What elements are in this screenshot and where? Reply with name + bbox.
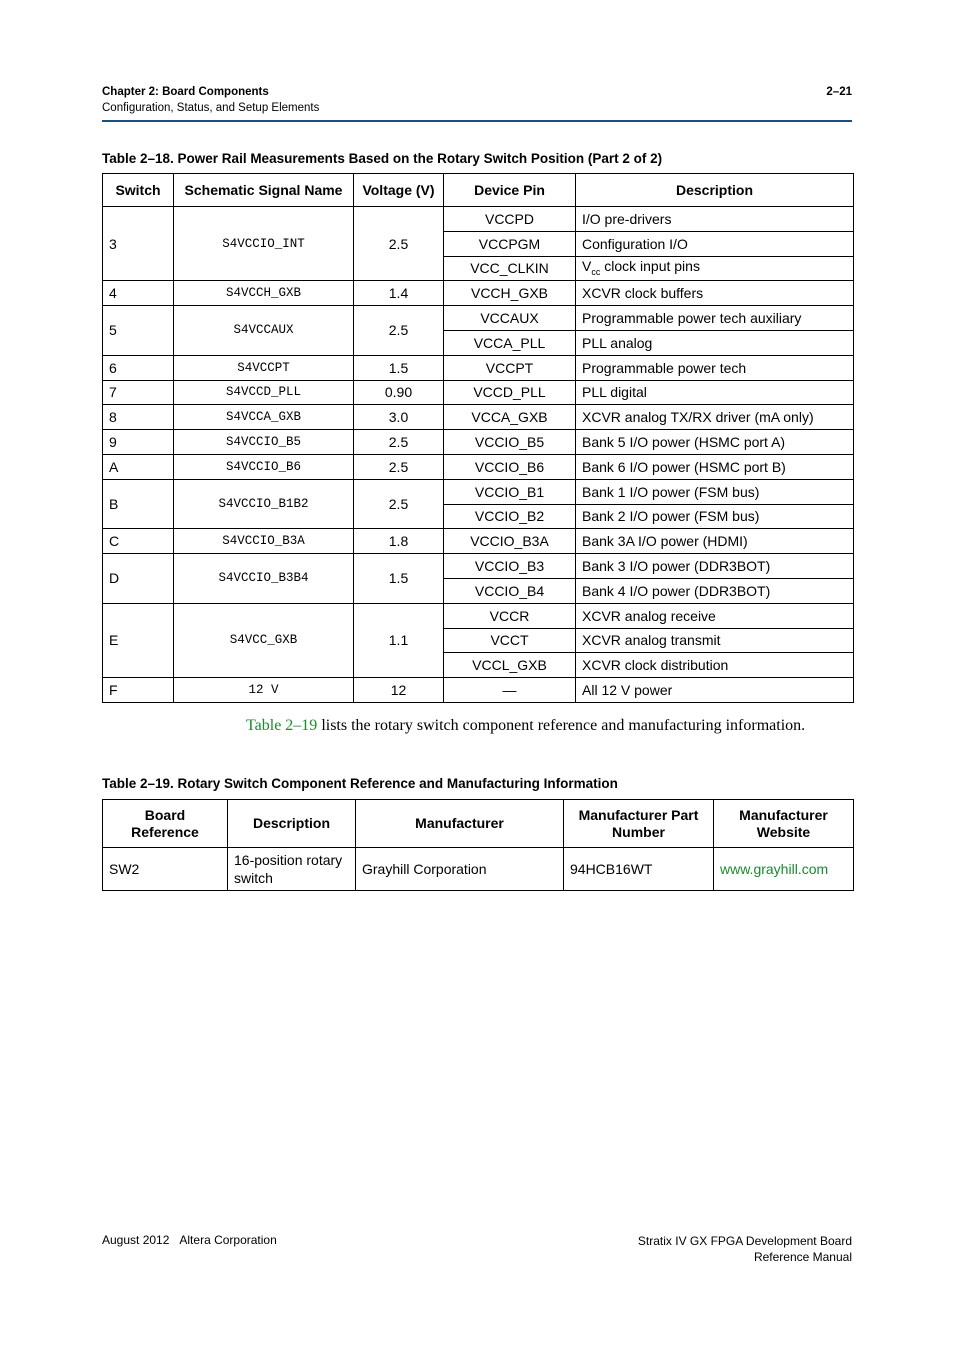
column-header: Device Pin bbox=[444, 174, 576, 207]
device-pin-cell: VCCPD bbox=[444, 207, 576, 232]
switch-cell: F bbox=[103, 678, 174, 703]
device-pin-cell: VCCIO_B3A bbox=[444, 529, 576, 554]
signal-name-cell: S4VCCAUX bbox=[174, 306, 354, 356]
footer-title-line1: Stratix IV GX FPGA Development Board bbox=[637, 1234, 852, 1248]
description-text: clock input pins bbox=[600, 257, 700, 274]
device-pin-cell: VCCPT bbox=[444, 355, 576, 380]
table-row bbox=[103, 380, 854, 405]
voltage-cell: 1.5 bbox=[354, 554, 444, 604]
description-cell: Bank 4 I/O power (DDR3BOT) bbox=[576, 578, 854, 603]
device-pin-cell: VCCAUX bbox=[444, 306, 576, 331]
signal-name-cell: S4VCCD_PLL bbox=[174, 380, 354, 405]
table-row bbox=[103, 281, 854, 306]
description-cell: Configuration I/O bbox=[576, 231, 854, 256]
table-row bbox=[103, 454, 854, 479]
table-row bbox=[103, 430, 854, 455]
switch-cell: 5 bbox=[103, 306, 174, 356]
device-pin-cell: VCCA_PLL bbox=[444, 330, 576, 355]
footer-date: August 2012 bbox=[102, 1233, 170, 1247]
paragraph-text: lists the rotary switch component reference and manufacturing information. bbox=[317, 717, 806, 734]
section-title: Configuration, Status, and Setup Elements bbox=[102, 102, 320, 114]
device-pin-cell: — bbox=[444, 678, 576, 703]
vcc-symbol: V bbox=[582, 257, 592, 274]
description-cell: Bank 3 I/O power (DDR3BOT) bbox=[576, 554, 854, 579]
website-cell bbox=[714, 848, 854, 891]
voltage-cell: 0.90 bbox=[354, 380, 444, 405]
column-header: Manufacturer Part Number bbox=[564, 800, 714, 848]
description-cell: All 12 V power bbox=[576, 678, 854, 703]
device-pin-cell: VCCIO_B6 bbox=[444, 454, 576, 479]
description-cell: Bank 2 I/O power (FSM bus) bbox=[576, 504, 854, 529]
page-footer-left bbox=[102, 1233, 287, 1247]
voltage-cell: 2.5 bbox=[354, 479, 444, 529]
table-row bbox=[103, 306, 854, 331]
description-cell: Programmable power tech bbox=[576, 355, 854, 380]
table1-caption: Table 2–18. Power Rail Measurements Based on the Rotary Switch Position (Part 2 of 2) bbox=[102, 151, 663, 166]
description-cell: 16-position rotary switch bbox=[228, 848, 356, 891]
table-header-row bbox=[103, 800, 854, 848]
description-cell: XCVR clock distribution bbox=[576, 653, 854, 678]
voltage-cell: 1.8 bbox=[354, 529, 444, 554]
table-row bbox=[103, 603, 854, 628]
signal-name-cell: S4VCC_GXB bbox=[174, 603, 354, 677]
page-footer-right bbox=[638, 1233, 852, 1265]
table-row bbox=[103, 848, 854, 891]
signal-name-cell: S4VCCPT bbox=[174, 355, 354, 380]
signal-name-cell: S4VCCIO_B3A bbox=[174, 529, 354, 554]
voltage-cell: 12 bbox=[354, 678, 444, 703]
signal-name-cell: 12 V bbox=[174, 678, 354, 703]
voltage-cell: 1.1 bbox=[354, 603, 444, 677]
device-pin-cell: VCCPGM bbox=[444, 231, 576, 256]
column-header: Description bbox=[576, 174, 854, 207]
board-reference-cell: SW2 bbox=[103, 848, 228, 891]
table-row bbox=[103, 479, 854, 504]
description-cell: XCVR analog transmit bbox=[576, 628, 854, 653]
switch-cell: A bbox=[103, 454, 174, 479]
signal-name-cell: S4VCCIO_B5 bbox=[174, 430, 354, 455]
table2-caption: Table 2–19. Rotary Switch Component Reference and Manufacturing Information bbox=[102, 776, 618, 791]
signal-name-cell: S4VCCIO_INT bbox=[174, 207, 354, 281]
description-cell: Programmable power tech auxiliary bbox=[576, 306, 854, 331]
device-pin-cell: VCC_CLKIN bbox=[444, 256, 576, 281]
device-pin-cell: VCCL_GXB bbox=[444, 653, 576, 678]
device-pin-cell: VCCIO_B5 bbox=[444, 430, 576, 455]
switch-cell: C bbox=[103, 529, 174, 554]
column-header: Manufacturer Website bbox=[714, 800, 854, 848]
signal-name-cell: S4VCCIO_B1B2 bbox=[174, 479, 354, 529]
rotary-switch-table bbox=[102, 799, 854, 891]
vcc-subscript: cc bbox=[591, 266, 601, 277]
table-row bbox=[103, 405, 854, 430]
description-cell: I/O pre-drivers bbox=[576, 207, 854, 232]
switch-cell: 9 bbox=[103, 430, 174, 455]
description-cell: Bank 3A I/O power (HDMI) bbox=[576, 529, 854, 554]
switch-cell: 6 bbox=[103, 355, 174, 380]
voltage-cell: 2.5 bbox=[354, 430, 444, 455]
switch-cell: E bbox=[103, 603, 174, 677]
device-pin-cell: VCCIO_B2 bbox=[444, 504, 576, 529]
table-row bbox=[103, 554, 854, 579]
device-pin-cell: VCCT bbox=[444, 628, 576, 653]
device-pin-cell: VCCIO_B3 bbox=[444, 554, 576, 579]
voltage-cell: 2.5 bbox=[354, 306, 444, 356]
voltage-cell: 1.5 bbox=[354, 355, 444, 380]
footer-company: Altera Corporation bbox=[179, 1233, 277, 1247]
column-header: Description bbox=[228, 800, 356, 848]
description-cell: Bank 5 I/O power (HSMC port A) bbox=[576, 430, 854, 455]
signal-name-cell: S4VCCA_GXB bbox=[174, 405, 354, 430]
switch-cell: D bbox=[103, 554, 174, 604]
voltage-cell: 1.4 bbox=[354, 281, 444, 306]
page-header-left bbox=[102, 84, 319, 116]
voltage-cell: 3.0 bbox=[354, 405, 444, 430]
chapter-title: Chapter 2: Board Components bbox=[102, 86, 269, 98]
description-cell: PLL analog bbox=[576, 330, 854, 355]
column-header: Manufacturer bbox=[356, 800, 564, 848]
switch-cell: 4 bbox=[103, 281, 174, 306]
table-row bbox=[103, 678, 854, 703]
table-row bbox=[103, 355, 854, 380]
manufacturer-cell: Grayhill Corporation bbox=[356, 848, 564, 891]
signal-name-cell: S4VCCIO_B6 bbox=[174, 454, 354, 479]
voltage-cell: 2.5 bbox=[354, 207, 444, 281]
table-2-19-link[interactable]: Table 2–19 bbox=[246, 717, 318, 734]
signal-name-cell: S4VCCH_GXB bbox=[174, 281, 354, 306]
header-rule bbox=[102, 120, 852, 122]
switch-cell: 7 bbox=[103, 380, 174, 405]
device-pin-cell: VCCD_PLL bbox=[444, 380, 576, 405]
switch-cell: 3 bbox=[103, 207, 174, 281]
device-pin-cell: VCCR bbox=[444, 603, 576, 628]
switch-cell: 8 bbox=[103, 405, 174, 430]
switch-cell: B bbox=[103, 479, 174, 529]
device-pin-cell: VCCIO_B4 bbox=[444, 578, 576, 603]
device-pin-cell: VCCIO_B1 bbox=[444, 479, 576, 504]
description-cell: Bank 1 I/O power (FSM bus) bbox=[576, 479, 854, 504]
description-cell: XCVR analog receive bbox=[576, 603, 854, 628]
voltage-cell: 2.5 bbox=[354, 454, 444, 479]
website-link[interactable]: www.grayhill.com bbox=[720, 861, 829, 877]
page-number: 2–21 bbox=[826, 86, 852, 98]
description-cell: XCVR clock buffers bbox=[576, 281, 854, 306]
description-cell: Bank 6 I/O power (HSMC port B) bbox=[576, 454, 854, 479]
device-pin-cell: VCCH_GXB bbox=[444, 281, 576, 306]
column-header: Board Reference bbox=[103, 800, 228, 848]
description-cell bbox=[576, 256, 854, 281]
column-header: Switch bbox=[103, 174, 174, 207]
signal-name-cell: S4VCCIO_B3B4 bbox=[174, 554, 354, 604]
footer-title-line2: Reference Manual bbox=[753, 1250, 852, 1264]
column-header: Schematic Signal Name bbox=[174, 174, 354, 207]
table-row bbox=[103, 529, 854, 554]
description-cell: PLL digital bbox=[576, 380, 854, 405]
device-pin-cell: VCCA_GXB bbox=[444, 405, 576, 430]
column-header: Voltage (V) bbox=[354, 174, 444, 207]
part-number-cell: 94HCB16WT bbox=[564, 848, 714, 891]
power-rail-table bbox=[102, 173, 854, 703]
table-row bbox=[103, 207, 854, 232]
description-cell: XCVR analog TX/RX driver (mA only) bbox=[576, 405, 854, 430]
table-header-row bbox=[103, 174, 854, 207]
body-paragraph bbox=[246, 716, 806, 736]
